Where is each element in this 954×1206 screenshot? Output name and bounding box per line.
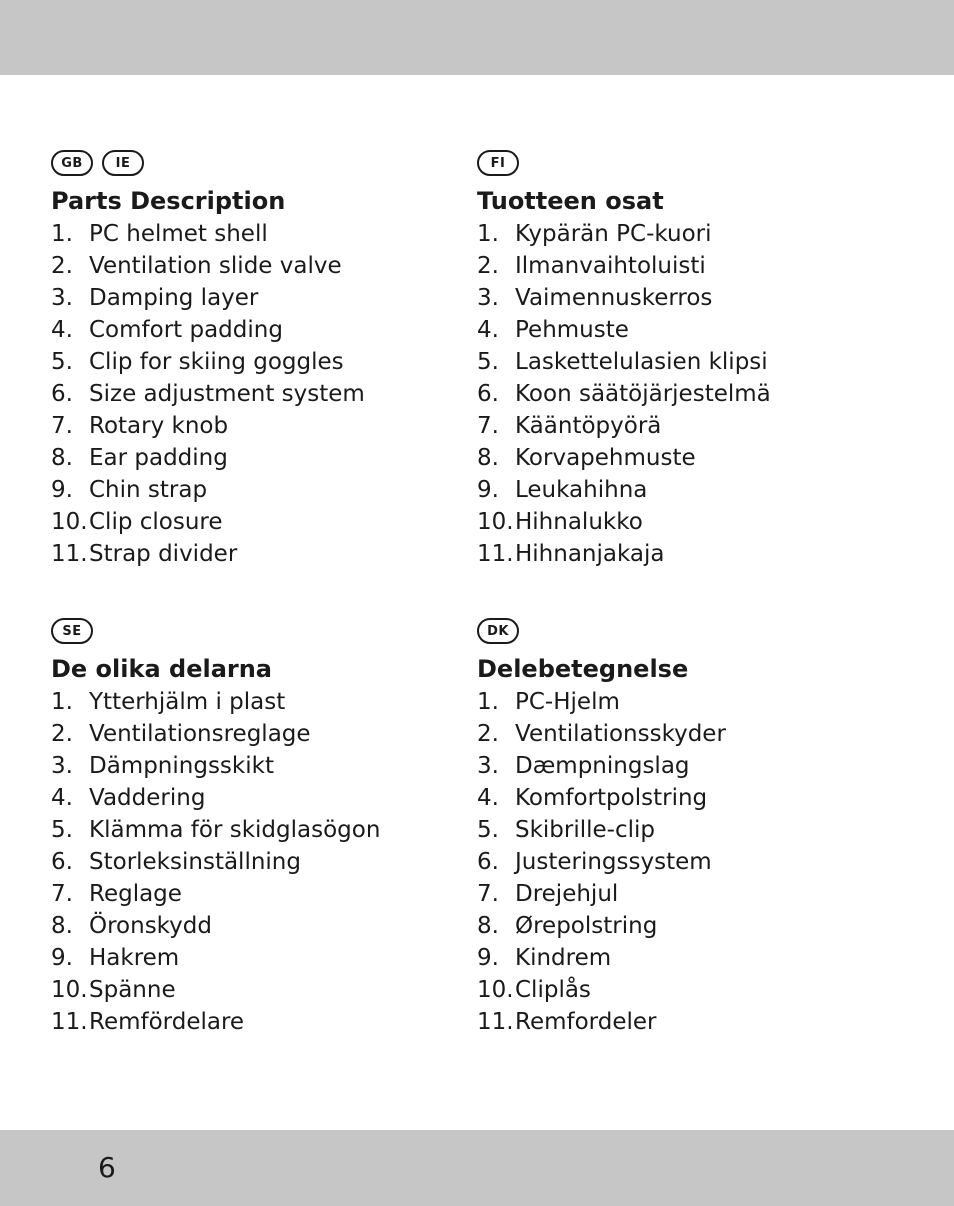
item-number: 5.	[477, 817, 499, 843]
item-number: 7.	[51, 413, 73, 439]
parts-list	[477, 686, 907, 1038]
item-number: 7.	[477, 413, 499, 439]
section-heading: Delebetegnelse	[477, 655, 689, 683]
language-badges	[51, 150, 481, 178]
item-number: 5.	[51, 817, 73, 843]
list-item	[477, 474, 907, 506]
item-number: 6.	[51, 381, 73, 407]
item-label: Spänne	[89, 977, 176, 1003]
list-item	[477, 814, 907, 846]
item-label: Ytterhjälm i plast	[89, 689, 286, 715]
item-number: 2.	[51, 721, 73, 747]
item-number: 1.	[51, 689, 73, 715]
list-item	[51, 378, 481, 410]
list-item	[51, 218, 481, 250]
item-label: Öronskydd	[89, 913, 212, 939]
list-item	[477, 782, 907, 814]
item-number: 2.	[477, 253, 499, 279]
item-label: Justeringssystem	[515, 849, 712, 875]
item-label: Remfordeler	[515, 1009, 657, 1035]
list-item	[51, 910, 481, 942]
item-label: Hakrem	[89, 945, 180, 971]
top-band	[0, 0, 954, 75]
list-item	[477, 250, 907, 282]
item-label: Klämma för skidglasögon	[89, 817, 381, 843]
list-item	[51, 782, 481, 814]
item-label: Komfortpolstring	[515, 785, 708, 811]
item-number: 7.	[51, 881, 73, 907]
item-number: 11.	[51, 1009, 88, 1035]
item-number: 6.	[477, 381, 499, 407]
list-item	[51, 846, 481, 878]
item-number: 7.	[477, 881, 499, 907]
item-label: Hihnanjakaja	[515, 541, 665, 567]
language-badge: DK	[477, 618, 519, 644]
list-item	[477, 846, 907, 878]
item-number: 5.	[51, 349, 73, 375]
item-number: 2.	[51, 253, 73, 279]
item-label: Drejehjul	[515, 881, 619, 907]
item-label: Dæmpningslag	[515, 753, 690, 779]
item-number: 3.	[51, 285, 73, 311]
item-label: Kypärän PC-kuori	[515, 221, 712, 247]
list-item	[477, 282, 907, 314]
list-item	[477, 878, 907, 910]
list-item	[51, 410, 481, 442]
item-number: 5.	[477, 349, 499, 375]
list-item	[51, 814, 481, 846]
list-item	[477, 910, 907, 942]
list-item	[477, 442, 907, 474]
list-item	[51, 942, 481, 974]
language-badge: FI	[477, 150, 519, 176]
section-fi	[477, 150, 907, 570]
item-label: Damping layer	[89, 285, 259, 311]
list-item	[477, 410, 907, 442]
item-label: Ørepolstring	[515, 913, 658, 939]
item-number: 6.	[477, 849, 499, 875]
item-number: 4.	[51, 317, 73, 343]
list-item	[51, 878, 481, 910]
language-badges	[51, 618, 481, 646]
item-label: Ilmanvaihtoluisti	[515, 253, 706, 279]
item-number: 8.	[477, 445, 499, 471]
item-number: 10.	[477, 977, 514, 1003]
item-label: Ventilation slide valve	[89, 253, 342, 279]
bottom-band	[0, 1130, 954, 1206]
parts-list	[477, 218, 907, 570]
list-item	[51, 314, 481, 346]
item-label: Rotary knob	[89, 413, 229, 439]
list-item	[51, 442, 481, 474]
list-item	[477, 942, 907, 974]
item-number: 11.	[477, 1009, 514, 1035]
item-number: 4.	[477, 317, 499, 343]
item-number: 8.	[51, 913, 73, 939]
item-label: Strap divider	[89, 541, 238, 567]
item-number: 3.	[477, 753, 499, 779]
item-label: Koon säätöjärjestelmä	[515, 381, 771, 407]
item-label: Ventilationsreglage	[89, 721, 311, 747]
item-number: 9.	[51, 477, 73, 503]
list-item	[51, 346, 481, 378]
list-item	[477, 218, 907, 250]
item-number: 1.	[477, 689, 499, 715]
language-badge: IE	[102, 150, 144, 176]
item-number: 4.	[51, 785, 73, 811]
parts-list	[51, 686, 481, 1038]
list-item	[51, 506, 481, 538]
list-item	[51, 474, 481, 506]
list-item	[51, 974, 481, 1006]
item-label: Hihnalukko	[515, 509, 643, 535]
list-item	[477, 538, 907, 570]
section-heading: Parts Description	[51, 187, 286, 215]
section-se	[51, 618, 481, 1038]
list-item	[477, 506, 907, 538]
list-item	[477, 686, 907, 718]
item-number: 2.	[477, 721, 499, 747]
list-item	[51, 1006, 481, 1038]
item-number: 3.	[51, 753, 73, 779]
item-label: PC helmet shell	[89, 221, 268, 247]
item-label: Size adjustment system	[89, 381, 365, 407]
list-item	[477, 718, 907, 750]
list-item	[51, 686, 481, 718]
section-heading: Tuotteen osat	[477, 187, 664, 215]
item-label: Ear padding	[89, 445, 228, 471]
item-label: Comfort padding	[89, 317, 283, 343]
list-item	[477, 346, 907, 378]
language-badge: SE	[51, 618, 93, 644]
item-number: 1.	[51, 221, 73, 247]
list-item	[51, 250, 481, 282]
item-label: Skibrille-clip	[515, 817, 656, 843]
page-number: 6	[98, 1151, 116, 1184]
item-number: 8.	[51, 445, 73, 471]
item-number: 1.	[477, 221, 499, 247]
section-gb-ie	[51, 150, 481, 570]
section-heading: De olika delarna	[51, 655, 273, 683]
item-number: 3.	[477, 285, 499, 311]
item-label: Storleksinställning	[89, 849, 301, 875]
item-number: 10.	[51, 509, 88, 535]
language-badges	[477, 150, 907, 178]
item-number: 11.	[51, 541, 88, 567]
list-item	[477, 314, 907, 346]
item-label: Kääntöpyörä	[515, 413, 662, 439]
item-label: Vaimennuskerros	[515, 285, 713, 311]
language-badges	[477, 618, 907, 646]
list-item	[51, 538, 481, 570]
item-number: 10.	[477, 509, 514, 535]
item-label: Pehmuste	[515, 317, 629, 343]
item-number: 6.	[51, 849, 73, 875]
list-item	[51, 282, 481, 314]
section-dk	[477, 618, 907, 1038]
item-number: 10.	[51, 977, 88, 1003]
list-item	[477, 1006, 907, 1038]
item-label: PC-Hjelm	[515, 689, 620, 715]
item-label: Laskettelulasien klipsi	[515, 349, 768, 375]
item-label: Vaddering	[89, 785, 206, 811]
item-label: Ventilationsskyder	[515, 721, 726, 747]
item-label: Remfördelare	[89, 1009, 245, 1035]
item-label: Leukahihna	[515, 477, 648, 503]
item-number: 8.	[477, 913, 499, 939]
item-label: Chin strap	[89, 477, 208, 503]
list-item	[477, 974, 907, 1006]
item-label: Reglage	[89, 881, 182, 907]
item-number: 9.	[477, 477, 499, 503]
list-item	[477, 750, 907, 782]
item-label: Clip closure	[89, 509, 223, 535]
item-label: Dämpningsskikt	[89, 753, 274, 779]
item-label: Clip for skiing goggles	[89, 349, 344, 375]
list-item	[51, 718, 481, 750]
parts-list	[51, 218, 481, 570]
list-item	[51, 750, 481, 782]
list-item	[477, 378, 907, 410]
language-badge: GB	[51, 150, 93, 176]
item-number: 9.	[477, 945, 499, 971]
item-number: 4.	[477, 785, 499, 811]
item-label: Kindrem	[515, 945, 612, 971]
item-label: Korvapehmuste	[515, 445, 696, 471]
item-number: 11.	[477, 541, 514, 567]
item-label: Cliplås	[515, 977, 591, 1003]
item-number: 9.	[51, 945, 73, 971]
